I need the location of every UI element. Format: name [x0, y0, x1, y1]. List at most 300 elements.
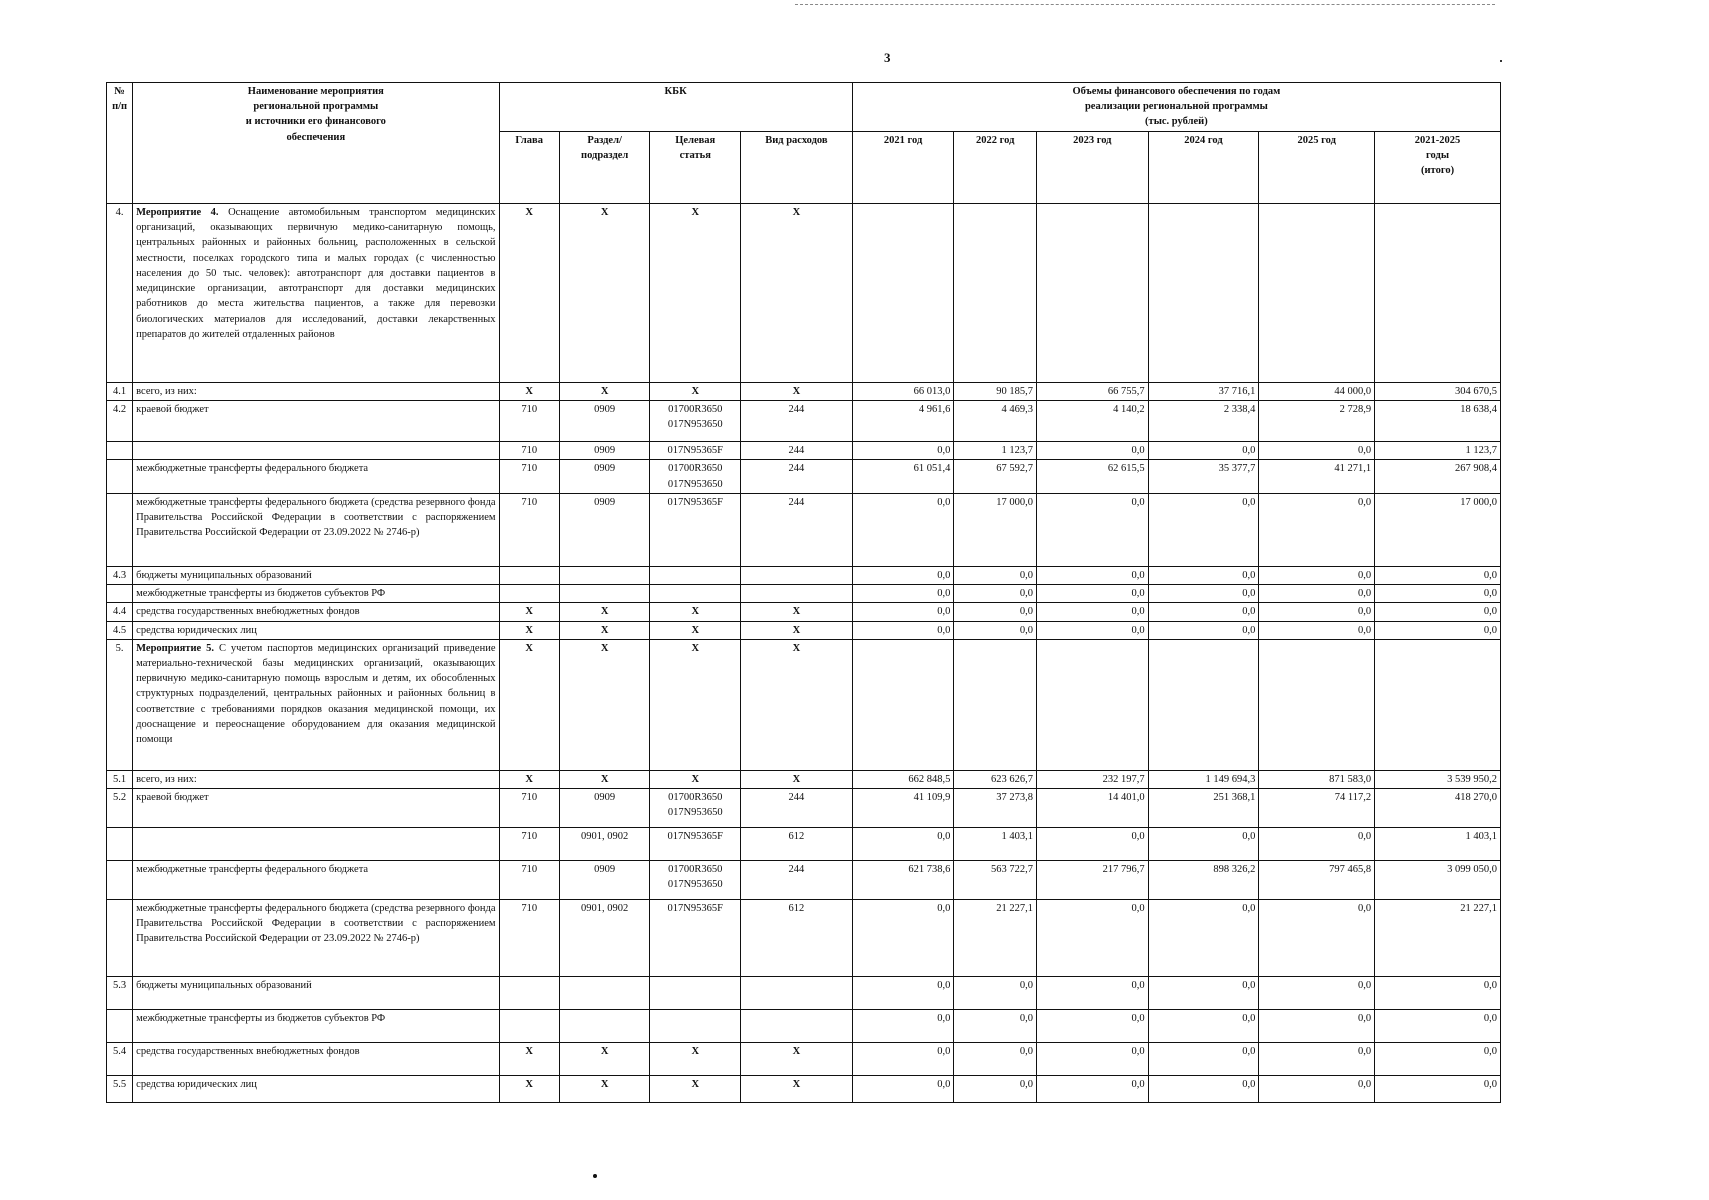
kbk-celevaya-cell: 01700R3650 017N953650	[650, 460, 741, 493]
table-row	[107, 621, 1501, 639]
value-2022-cell: 0,0	[954, 603, 1037, 621]
value-2025-cell: 0,0	[1259, 1042, 1375, 1075]
row-name-cell	[133, 1042, 499, 1075]
value-total-cell: 17 000,0	[1375, 493, 1501, 566]
value-2024-cell: 0,0	[1148, 621, 1259, 639]
table-row	[107, 770, 1501, 788]
kbk-razdel-cell: 0909	[559, 460, 650, 493]
row-name-cell	[133, 401, 499, 442]
table-row	[107, 442, 1501, 460]
value-2022-cell: 0,0	[954, 1009, 1037, 1042]
row-name-text: краевой бюджет	[136, 791, 209, 803]
row-name-cell	[133, 383, 499, 401]
header-name: Наименование мероприятия региональной программы и источники его финансового обеспечения	[133, 83, 499, 204]
value-2022-cell: 623 626,7	[954, 770, 1037, 788]
kbk-glava-cell: 710	[499, 827, 559, 860]
header-vid: Вид расходов	[741, 131, 853, 203]
kbk-vid-cell	[741, 585, 853, 603]
kbk-celevaya-cell: X	[650, 639, 741, 770]
value-2022-cell: 0,0	[954, 1042, 1037, 1075]
value-total-cell: 3 099 050,0	[1375, 860, 1501, 899]
kbk-celevaya-cell: 01700R3650 017N953650	[650, 788, 741, 827]
row-name-text: межбюджетные трансферты из бюджетов субъектов РФ	[136, 588, 386, 600]
value-2021-cell: 61 051,4	[852, 460, 954, 493]
row-name-cell	[133, 1009, 499, 1042]
value-2025-cell: 0,0	[1259, 976, 1375, 1009]
kbk-razdel-cell: 0909	[559, 401, 650, 442]
value-2025-cell: 0,0	[1259, 566, 1375, 584]
header-2025: 2025 год	[1259, 131, 1375, 203]
value-2025-cell: 0,0	[1259, 827, 1375, 860]
value-2023-cell: 0,0	[1036, 621, 1148, 639]
value-2021-cell: 662 848,5	[852, 770, 954, 788]
table-row	[107, 1009, 1501, 1042]
value-total-cell: 0,0	[1375, 603, 1501, 621]
kbk-razdel-cell: X	[559, 204, 650, 383]
row-name-text: средства юридических лиц	[136, 624, 257, 636]
kbk-razdel-cell: X	[559, 1042, 650, 1075]
value-2023-cell: 0,0	[1036, 585, 1148, 603]
table-body	[107, 204, 1501, 1103]
kbk-vid-cell	[741, 976, 853, 1009]
value-2022-cell: 90 185,7	[954, 383, 1037, 401]
value-2024-cell: 0,0	[1148, 566, 1259, 584]
row-number-cell: 5.3	[107, 976, 133, 1009]
row-number-cell	[107, 860, 133, 899]
kbk-glava-cell: 710	[499, 442, 559, 460]
kbk-vid-cell: 244	[741, 493, 853, 566]
value-2024-cell	[1148, 639, 1259, 770]
table-row	[107, 976, 1501, 1009]
page-number: 3	[884, 50, 891, 65]
kbk-razdel-cell: X	[559, 383, 650, 401]
kbk-razdel-cell	[559, 566, 650, 584]
value-2025-cell: 0,0	[1259, 1009, 1375, 1042]
kbk-vid-cell: 612	[741, 827, 853, 860]
kbk-glava-cell	[499, 566, 559, 584]
table-row	[107, 603, 1501, 621]
row-name-cell	[133, 827, 499, 860]
value-total-cell: 0,0	[1375, 566, 1501, 584]
value-2025-cell: 41 271,1	[1259, 460, 1375, 493]
value-2022-cell: 67 592,7	[954, 460, 1037, 493]
table-row	[107, 493, 1501, 566]
table-row	[107, 1042, 1501, 1075]
value-total-cell: 418 270,0	[1375, 788, 1501, 827]
value-total-cell: 3 539 950,2	[1375, 770, 1501, 788]
kbk-razdel-cell	[559, 1009, 650, 1042]
value-2022-cell: 0,0	[954, 566, 1037, 584]
row-name-cell	[133, 204, 499, 383]
value-total-cell: 0,0	[1375, 1075, 1501, 1102]
row-number-cell	[107, 460, 133, 493]
row-name-cell	[133, 788, 499, 827]
value-2021-cell: 0,0	[852, 442, 954, 460]
kbk-razdel-cell: X	[559, 621, 650, 639]
value-2025-cell: 0,0	[1259, 899, 1375, 976]
header-2023: 2023 год	[1036, 131, 1148, 203]
row-number-cell: 5.	[107, 639, 133, 770]
kbk-celevaya-cell: 01700R3650 017N953650	[650, 401, 741, 442]
value-2025-cell: 0,0	[1259, 603, 1375, 621]
kbk-razdel-cell: X	[559, 770, 650, 788]
kbk-vid-cell: 244	[741, 860, 853, 899]
value-2023-cell: 66 755,7	[1036, 383, 1148, 401]
kbk-vid-cell: X	[741, 204, 853, 383]
value-2022-cell: 0,0	[954, 585, 1037, 603]
table-row	[107, 566, 1501, 584]
value-2021-cell: 0,0	[852, 1009, 954, 1042]
value-2023-cell	[1036, 204, 1148, 383]
value-2023-cell: 217 796,7	[1036, 860, 1148, 899]
kbk-razdel-cell: 0909	[559, 442, 650, 460]
value-2024-cell: 0,0	[1148, 899, 1259, 976]
value-2024-cell: 0,0	[1148, 1075, 1259, 1102]
value-total-cell: 0,0	[1375, 976, 1501, 1009]
row-name-cell	[133, 442, 499, 460]
speck-mark	[593, 1174, 597, 1178]
kbk-celevaya-cell: 017N95365F	[650, 899, 741, 976]
header-glava: Глава	[499, 131, 559, 203]
value-2021-cell: 0,0	[852, 566, 954, 584]
row-name-cell	[133, 770, 499, 788]
kbk-vid-cell: X	[741, 1075, 853, 1102]
value-2021-cell: 0,0	[852, 585, 954, 603]
value-2023-cell: 0,0	[1036, 442, 1148, 460]
kbk-glava-cell: 710	[499, 493, 559, 566]
value-2024-cell: 37 716,1	[1148, 383, 1259, 401]
row-name-cell	[133, 493, 499, 566]
row-name-text: средства государственных внебюджетных фондов	[136, 606, 360, 618]
kbk-vid-cell: 244	[741, 401, 853, 442]
value-2023-cell: 0,0	[1036, 976, 1148, 1009]
value-2025-cell	[1259, 204, 1375, 383]
row-number-cell	[107, 585, 133, 603]
value-total-cell: 0,0	[1375, 621, 1501, 639]
value-2025-cell: 871 583,0	[1259, 770, 1375, 788]
value-2023-cell: 0,0	[1036, 603, 1148, 621]
kbk-vid-cell: X	[741, 639, 853, 770]
table-row	[107, 460, 1501, 493]
row-name-text: межбюджетные трансферты федерального бюджета	[136, 463, 369, 475]
table-row	[107, 1075, 1501, 1102]
row-name-cell	[133, 460, 499, 493]
value-2024-cell: 0,0	[1148, 603, 1259, 621]
header-razdel: Раздел/ подраздел	[559, 131, 650, 203]
value-2024-cell: 0,0	[1148, 585, 1259, 603]
value-2024-cell: 898 326,2	[1148, 860, 1259, 899]
kbk-vid-cell: X	[741, 383, 853, 401]
value-total-cell: 0,0	[1375, 585, 1501, 603]
table-row	[107, 899, 1501, 976]
row-name-text: межбюджетные трансферты федерального бюджета (средства резервного фонда Правительства Российской Федерации в соответствии с распоряжением Правительства Российской Федерации от 23.09.2022 № 2746-р)	[136, 496, 496, 539]
value-2024-cell: 0,0	[1148, 493, 1259, 566]
kbk-glava-cell: X	[499, 621, 559, 639]
header-2024: 2024 год	[1148, 131, 1259, 203]
financing-table	[106, 82, 1501, 1103]
row-name-cell	[133, 639, 499, 770]
value-total-cell: 267 908,4	[1375, 460, 1501, 493]
kbk-glava-cell: X	[499, 204, 559, 383]
row-name-text: С учетом паспортов медицинских организаций приведение материально-технической базы медицинских организаций, оказывающих первичную медико-санитарную помощь взрослым и детям, их обособленных структурных подразделений, центральных районных и районных больниц в соответствие с требованиями порядков оказания медицинской помощи, их дооснащение и переоснащение оборудованием для оказания медицинской помощи	[136, 642, 496, 746]
kbk-vid-cell: X	[741, 621, 853, 639]
table-row	[107, 383, 1501, 401]
value-2022-cell: 563 722,7	[954, 860, 1037, 899]
value-2021-cell: 0,0	[852, 493, 954, 566]
value-2022-cell	[954, 639, 1037, 770]
kbk-vid-cell: X	[741, 603, 853, 621]
kbk-vid-cell	[741, 566, 853, 584]
kbk-glava-cell: X	[499, 1042, 559, 1075]
kbk-celevaya-cell	[650, 585, 741, 603]
kbk-celevaya-cell: X	[650, 204, 741, 383]
kbk-glava-cell: 710	[499, 401, 559, 442]
kbk-razdel-cell: 0901, 0902	[559, 899, 650, 976]
kbk-celevaya-cell: 017N95365F	[650, 827, 741, 860]
kbk-glava-cell: X	[499, 770, 559, 788]
row-name-cell	[133, 621, 499, 639]
value-2022-cell: 0,0	[954, 976, 1037, 1009]
value-2021-cell: 0,0	[852, 827, 954, 860]
kbk-glava-cell: 710	[499, 788, 559, 827]
row-number-cell: 5.2	[107, 788, 133, 827]
kbk-celevaya-cell: X	[650, 770, 741, 788]
value-2024-cell: 2 338,4	[1148, 401, 1259, 442]
kbk-vid-cell: X	[741, 770, 853, 788]
table-row	[107, 788, 1501, 827]
value-total-cell: 304 670,5	[1375, 383, 1501, 401]
value-2021-cell	[852, 204, 954, 383]
row-number-cell: 4.1	[107, 383, 133, 401]
kbk-vid-cell	[741, 1009, 853, 1042]
value-2022-cell: 21 227,1	[954, 899, 1037, 976]
kbk-celevaya-cell	[650, 1009, 741, 1042]
value-2022-cell: 0,0	[954, 1075, 1037, 1102]
kbk-glava-cell: X	[499, 603, 559, 621]
kbk-vid-cell: 612	[741, 899, 853, 976]
value-2024-cell: 0,0	[1148, 1042, 1259, 1075]
row-name-cell	[133, 860, 499, 899]
row-name-cell	[133, 976, 499, 1009]
row-number-cell	[107, 827, 133, 860]
value-total-cell	[1375, 204, 1501, 383]
kbk-celevaya-cell	[650, 976, 741, 1009]
kbk-glava-cell	[499, 1009, 559, 1042]
kbk-vid-cell: X	[741, 1042, 853, 1075]
value-2021-cell: 0,0	[852, 621, 954, 639]
value-2024-cell: 0,0	[1148, 827, 1259, 860]
row-name-text: средства юридических лиц	[136, 1078, 257, 1090]
row-name-text: всего, из них:	[136, 386, 197, 397]
value-2023-cell: 0,0	[1036, 566, 1148, 584]
table-row	[107, 827, 1501, 860]
header-num: № п/п	[107, 83, 133, 204]
row-number-cell: 4.4	[107, 603, 133, 621]
value-total-cell	[1375, 639, 1501, 770]
row-name-text: межбюджетные трансферты федерального бюджета (средства резервного фонда Правительства Российской Федерации в соответствии с распоряжением Правительства Российской Федерации от 23.09.2022 № 2746-р)	[136, 902, 496, 945]
row-name-cell	[133, 585, 499, 603]
table-row	[107, 585, 1501, 603]
value-2023-cell: 0,0	[1036, 899, 1148, 976]
value-2025-cell: 2 728,9	[1259, 401, 1375, 442]
kbk-glava-cell: 710	[499, 860, 559, 899]
kbk-celevaya-cell: 017N95365F	[650, 442, 741, 460]
kbk-vid-cell: 244	[741, 442, 853, 460]
kbk-razdel-cell: 0909	[559, 788, 650, 827]
row-name-cell	[133, 1075, 499, 1102]
value-2021-cell: 66 013,0	[852, 383, 954, 401]
header-volumes: Объемы финансового обеспечения по годам реализации региональной программы (тыс. рублей)	[852, 83, 1500, 132]
value-2021-cell: 0,0	[852, 603, 954, 621]
kbk-glava-cell	[499, 976, 559, 1009]
row-name-cell	[133, 603, 499, 621]
value-2025-cell: 0,0	[1259, 493, 1375, 566]
row-name-text: средства государственных внебюджетных фондов	[136, 1045, 360, 1057]
value-2022-cell: 4 469,3	[954, 401, 1037, 442]
header-total: 2021-2025 годы (итого)	[1375, 131, 1501, 203]
kbk-razdel-cell	[559, 585, 650, 603]
kbk-glava-cell	[499, 585, 559, 603]
row-number-cell: 5.5	[107, 1075, 133, 1102]
kbk-glava-cell: 710	[499, 899, 559, 976]
value-2021-cell: 4 961,6	[852, 401, 954, 442]
value-2025-cell: 0,0	[1259, 621, 1375, 639]
row-number-cell: 5.4	[107, 1042, 133, 1075]
kbk-razdel-cell: 0909	[559, 860, 650, 899]
value-2025-cell: 0,0	[1259, 585, 1375, 603]
value-2023-cell: 232 197,7	[1036, 770, 1148, 788]
row-number-cell	[107, 899, 133, 976]
row-number-cell: 4.2	[107, 401, 133, 442]
value-2023-cell: 0,0	[1036, 1042, 1148, 1075]
value-2022-cell: 17 000,0	[954, 493, 1037, 566]
value-2021-cell	[852, 639, 954, 770]
kbk-glava-cell: X	[499, 383, 559, 401]
row-name-cell	[133, 566, 499, 584]
kbk-razdel-cell: 0901, 0902	[559, 827, 650, 860]
row-number-cell	[107, 493, 133, 566]
row-name-cell	[133, 899, 499, 976]
value-2025-cell: 797 465,8	[1259, 860, 1375, 899]
kbk-razdel-cell	[559, 976, 650, 1009]
kbk-celevaya-cell: 017N95365F	[650, 493, 741, 566]
value-total-cell: 1 403,1	[1375, 827, 1501, 860]
value-2024-cell: 1 149 694,3	[1148, 770, 1259, 788]
value-2022-cell	[954, 204, 1037, 383]
table-row	[107, 639, 1501, 770]
value-2023-cell: 14 401,0	[1036, 788, 1148, 827]
header-celevaya: Целевая статья	[650, 131, 741, 203]
kbk-celevaya-cell: X	[650, 1075, 741, 1102]
value-total-cell: 0,0	[1375, 1042, 1501, 1075]
value-2024-cell: 0,0	[1148, 1009, 1259, 1042]
row-name-text: всего, из них:	[136, 773, 197, 785]
value-2021-cell: 41 109,9	[852, 788, 954, 827]
kbk-razdel-cell: 0909	[559, 493, 650, 566]
kbk-celevaya-cell: X	[650, 603, 741, 621]
row-name-text: краевой бюджет	[136, 404, 209, 416]
speck-mark	[1500, 60, 1502, 62]
activity-title: Мероприятие 5.	[136, 642, 219, 654]
kbk-glava-cell: X	[499, 1075, 559, 1102]
value-total-cell: 0,0	[1375, 1009, 1501, 1042]
value-2023-cell: 4 140,2	[1036, 401, 1148, 442]
value-total-cell: 1 123,7	[1375, 442, 1501, 460]
kbk-celevaya-cell: X	[650, 383, 741, 401]
value-2025-cell: 74 117,2	[1259, 788, 1375, 827]
value-2021-cell: 621 738,6	[852, 860, 954, 899]
row-number-cell: 5.1	[107, 770, 133, 788]
value-total-cell: 21 227,1	[1375, 899, 1501, 976]
value-2023-cell: 0,0	[1036, 493, 1148, 566]
header-2022: 2022 год	[954, 131, 1037, 203]
value-total-cell: 18 638,4	[1375, 401, 1501, 442]
value-2023-cell: 0,0	[1036, 827, 1148, 860]
table-row	[107, 860, 1501, 899]
value-2024-cell: 0,0	[1148, 442, 1259, 460]
kbk-celevaya-cell: X	[650, 1042, 741, 1075]
value-2023-cell: 0,0	[1036, 1075, 1148, 1102]
row-number-cell: 4.	[107, 204, 133, 383]
row-name-text: межбюджетные трансферты из бюджетов субъектов РФ	[136, 1012, 386, 1024]
value-2022-cell: 37 273,8	[954, 788, 1037, 827]
value-2025-cell: 44 000,0	[1259, 383, 1375, 401]
value-2022-cell: 1 123,7	[954, 442, 1037, 460]
row-name-text: бюджеты муниципальных образований	[136, 979, 312, 991]
row-number-cell	[107, 1009, 133, 1042]
kbk-glava-cell: X	[499, 639, 559, 770]
table-header	[107, 83, 1501, 204]
header-kbk: КБК	[499, 83, 852, 132]
kbk-celevaya-cell: 01700R3650 017N953650	[650, 860, 741, 899]
row-number-cell: 4.5	[107, 621, 133, 639]
row-number-cell	[107, 442, 133, 460]
value-2021-cell: 0,0	[852, 1075, 954, 1102]
kbk-vid-cell: 244	[741, 460, 853, 493]
kbk-razdel-cell: X	[559, 603, 650, 621]
table-row	[107, 204, 1501, 383]
value-2025-cell: 0,0	[1259, 442, 1375, 460]
value-2023-cell	[1036, 639, 1148, 770]
kbk-vid-cell: 244	[741, 788, 853, 827]
kbk-glava-cell: 710	[499, 460, 559, 493]
top-rule	[795, 4, 1495, 5]
kbk-razdel-cell: X	[559, 639, 650, 770]
row-name-text: межбюджетные трансферты федерального бюджета	[136, 863, 369, 875]
value-2022-cell: 1 403,1	[954, 827, 1037, 860]
value-2021-cell: 0,0	[852, 899, 954, 976]
value-2025-cell: 0,0	[1259, 1075, 1375, 1102]
value-2024-cell: 251 368,1	[1148, 788, 1259, 827]
value-2022-cell: 0,0	[954, 621, 1037, 639]
value-2024-cell	[1148, 204, 1259, 383]
value-2023-cell: 62 615,5	[1036, 460, 1148, 493]
value-2021-cell: 0,0	[852, 1042, 954, 1075]
row-number-cell: 4.3	[107, 566, 133, 584]
kbk-celevaya-cell	[650, 566, 741, 584]
table-row	[107, 401, 1501, 442]
header-2021: 2021 год	[852, 131, 954, 203]
kbk-celevaya-cell: X	[650, 621, 741, 639]
value-2024-cell: 0,0	[1148, 976, 1259, 1009]
kbk-razdel-cell: X	[559, 1075, 650, 1102]
activity-title: Мероприятие 4.	[136, 207, 229, 218]
row-name-text: Оснащение автомобильным транспортом медицинских организаций, оказывающих первичную медико-санитарную помощь, центральных районных и районных больниц, расположенных в сельской местности, поселках городского типа и малых городах (с численностью населения до 50 тыс. человек): автотранспорт для доставки пациентов в медицинские организации, автотранспорт для доставки медицинских работников до места жительства пациентов, а также для перевозки биологических материалов для исследований, доставки лекарственных препаратов до жителей отдаленных районов	[136, 207, 496, 340]
row-name-text: бюджеты муниципальных образований	[136, 569, 312, 581]
value-2024-cell: 35 377,7	[1148, 460, 1259, 493]
value-2025-cell	[1259, 639, 1375, 770]
value-2021-cell: 0,0	[852, 976, 954, 1009]
